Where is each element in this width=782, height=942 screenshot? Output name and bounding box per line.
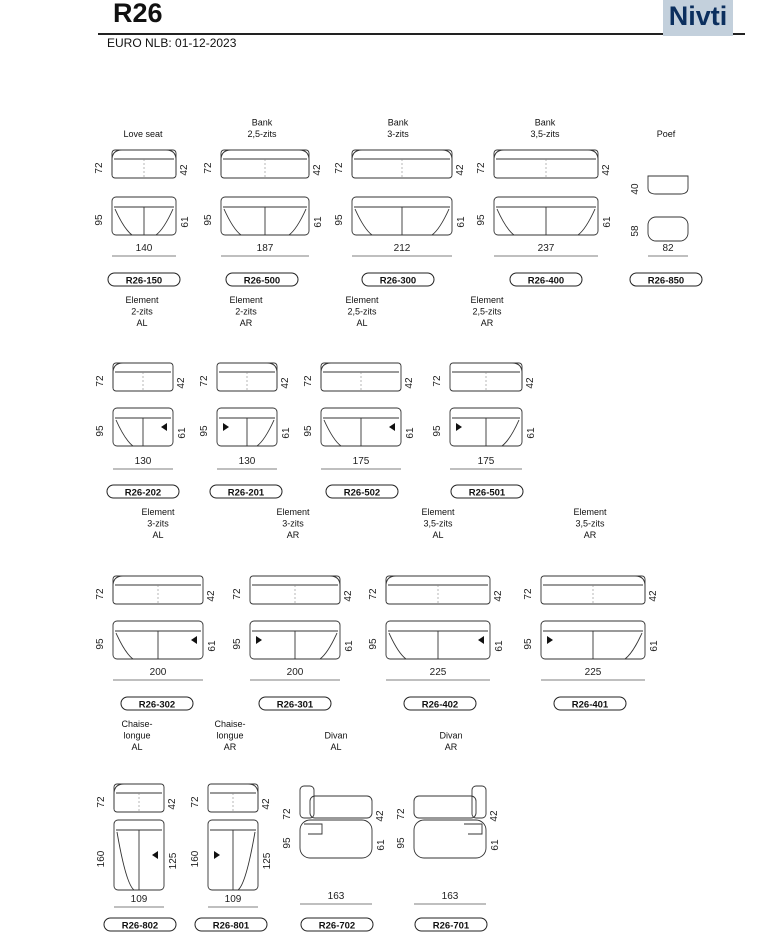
product-name-line: AL [152, 530, 164, 540]
product-name-line: AR [286, 530, 300, 540]
arm-right [635, 576, 645, 601]
seat-depth-label: 61 [490, 839, 501, 851]
price-list-date: EURO NLB: 01-12-2023 [107, 36, 237, 50]
arm-right-top [289, 209, 306, 235]
front-height-label: 72 [334, 162, 345, 174]
arm-left [494, 150, 504, 175]
arm-right [512, 363, 522, 388]
seat-depth-label: 61 [456, 216, 467, 228]
product-name-line: AL [432, 530, 444, 540]
depth-label: 95 [476, 214, 487, 226]
seat-height-label: 42 [489, 810, 500, 822]
product-code: R26-202 [124, 487, 162, 499]
divan-arm [300, 786, 314, 818]
arm-right [248, 784, 258, 809]
product-r26-802 [96, 719, 179, 932]
product-r26-302 [95, 507, 218, 711]
product-name-line: Divan [439, 730, 463, 741]
front-height-label: 72 [432, 375, 443, 387]
product-code: R26-150 [125, 275, 163, 287]
seat-depth-label: 61 [494, 640, 505, 652]
seat-depth-label: 61 [405, 427, 416, 439]
product-name-line: Element [229, 295, 263, 305]
connection-arrow [478, 636, 484, 644]
arm-right [588, 150, 598, 175]
product-name-line: Element [125, 295, 159, 305]
product-name-line: Bank [387, 117, 409, 128]
depth-label: 95 [368, 638, 379, 650]
product-name-line: Poef [656, 129, 676, 139]
product-name-line: 3,5-zits [423, 518, 453, 529]
arm-right-top [320, 633, 337, 659]
seat-depth-label: 61 [376, 839, 387, 851]
arm-left [113, 576, 123, 601]
product-name-line: longue [216, 730, 244, 741]
depth-label: 95 [203, 214, 214, 226]
arm-right [330, 576, 340, 601]
seat-height-label: 42 [179, 164, 190, 176]
width-label: 200 [286, 667, 304, 678]
width-label: 225 [429, 667, 447, 678]
product-name-line: AL [136, 318, 148, 328]
front-height-label: 72 [95, 375, 106, 387]
depth-label: 160 [190, 850, 201, 868]
arm-left-top [116, 420, 133, 446]
product-code: R26-801 [212, 920, 250, 932]
width-label: 212 [393, 243, 411, 254]
seat-depth-label: 61 [526, 427, 537, 439]
product-r26-500 [203, 118, 324, 287]
arm-right [267, 363, 277, 388]
seat-depth-label: 61 [177, 427, 188, 439]
seat-height-label: 42 [343, 590, 354, 602]
product-r26-850 [630, 129, 702, 287]
arm-right-top [156, 209, 173, 235]
brand-logo: Nivti [663, 0, 733, 36]
product-name-line: AL [131, 742, 143, 752]
arm-left-top [389, 633, 406, 659]
arm-right-top [238, 832, 255, 890]
divan-front-view [310, 796, 372, 818]
depth-label: 58 [630, 225, 641, 237]
divan-arm [472, 786, 486, 818]
product-name-line: 2,5-zits [472, 306, 502, 317]
width-label: 163 [327, 891, 345, 902]
product-r26-301 [232, 507, 355, 711]
product-code: R26-702 [318, 920, 356, 932]
divan-backrest [464, 824, 482, 834]
product-r26-501 [432, 295, 537, 499]
depth-label: 95 [303, 425, 314, 437]
arm-left [321, 363, 331, 388]
depth-label: 95 [94, 214, 105, 226]
product-code: R26-402 [421, 699, 459, 711]
product-r26-300 [334, 118, 467, 287]
seat-depth-label: 125 [262, 852, 273, 870]
seat-height-label: 42 [280, 377, 291, 389]
depth-label: 95 [334, 214, 345, 226]
product-name-line: AR [223, 742, 237, 752]
product-name-line: Element [345, 295, 379, 305]
width-label: 109 [130, 894, 148, 905]
product-name-line: AR [444, 742, 458, 752]
product-name-line: AR [583, 530, 597, 540]
front-height-label: 72 [203, 162, 214, 174]
divan-top-view [300, 820, 372, 858]
seat-height-label: 42 [261, 798, 272, 810]
product-name-line: Element [141, 507, 175, 517]
width-label: 175 [352, 456, 370, 467]
product-code: R26-302 [138, 699, 176, 711]
product-name-line: Element [276, 507, 310, 517]
product-name-line: 2-zits [235, 306, 257, 317]
product-code: R26-500 [243, 275, 281, 287]
connection-arrow [256, 636, 262, 644]
arm-left [113, 363, 123, 388]
front-height-label: 72 [96, 796, 107, 808]
product-name-line: 3-zits [282, 518, 304, 529]
seat-height-label: 42 [312, 164, 323, 176]
arm-right-top [502, 420, 519, 446]
connection-arrow [214, 851, 220, 859]
seat-depth-label: 61 [344, 640, 355, 652]
product-name-line: AR [239, 318, 253, 328]
product-name-line: 3,5-zits [575, 518, 605, 529]
front-height-label: 72 [396, 808, 407, 820]
arm-right-top [578, 209, 595, 235]
depth-label: 95 [282, 837, 293, 849]
product-code: R26-502 [343, 487, 381, 499]
width-label: 225 [584, 667, 602, 678]
product-r26-401 [523, 507, 660, 711]
arm-left [221, 150, 231, 175]
depth-label: 95 [432, 425, 443, 437]
arm-right [442, 150, 452, 175]
arm-right-top [432, 209, 449, 235]
product-name-line: 2,5-zits [347, 306, 377, 317]
connection-arrow [456, 423, 462, 431]
arm-right-top [257, 420, 274, 446]
depth-label: 95 [95, 425, 106, 437]
product-code: R26-301 [276, 699, 314, 711]
product-code: R26-701 [432, 920, 470, 932]
seat-depth-label: 61 [207, 640, 218, 652]
product-r26-801 [190, 719, 273, 932]
front-height-label: 72 [303, 375, 314, 387]
product-name-line: 2-zits [131, 306, 153, 317]
front-height-label: 72 [190, 796, 201, 808]
front-height-label: 72 [232, 588, 243, 600]
seat-depth-label: 61 [649, 640, 660, 652]
connection-arrow [161, 423, 167, 431]
product-name-line: Love seat [123, 129, 163, 139]
depth-label: 95 [199, 425, 210, 437]
arm-left-top [497, 209, 514, 235]
width-label: 82 [662, 243, 674, 254]
product-name-line: AL [356, 318, 368, 328]
product-code: R26-401 [571, 699, 609, 711]
product-name-line: 3,5-zits [530, 129, 560, 139]
front-height-label: 72 [523, 588, 534, 600]
depth-label: 95 [232, 638, 243, 650]
arm-right [299, 150, 309, 175]
product-name-line: Element [470, 295, 504, 305]
arm-left [386, 576, 396, 601]
seat-height-label: 42 [167, 798, 178, 810]
arm-left [114, 784, 124, 809]
arm-left-top [115, 209, 132, 235]
front-height-label: 40 [630, 183, 641, 195]
width-label: 130 [238, 456, 256, 467]
connection-arrow [223, 423, 229, 431]
front-height-label: 72 [282, 808, 293, 820]
product-r26-702 [282, 731, 387, 932]
seat-height-label: 42 [455, 164, 466, 176]
product-r26-402 [368, 507, 505, 711]
seat-height-label: 42 [404, 377, 415, 389]
arm-left-top [355, 209, 372, 235]
arm-right [166, 150, 176, 175]
front-height-label: 72 [94, 162, 105, 174]
seat-height-label: 42 [206, 590, 217, 602]
width-label: 237 [537, 243, 555, 254]
seat-depth-label: 61 [602, 216, 613, 228]
product-r26-502 [303, 295, 416, 499]
front-height-label: 72 [368, 588, 379, 600]
width-label: 200 [149, 667, 167, 678]
product-code: R26-501 [468, 487, 506, 499]
product-code: R26-300 [379, 275, 417, 287]
seat-depth-label: 61 [180, 216, 191, 228]
front-height-label: 72 [199, 375, 210, 387]
product-name-line: Element [421, 507, 455, 517]
product-name-line: Divan [324, 730, 348, 741]
connection-arrow [389, 423, 395, 431]
page-title: R26 [113, 0, 163, 28]
product-name-line: Chaise- [121, 719, 153, 729]
pouf-front-view [648, 176, 688, 194]
product-code: R26-802 [121, 920, 159, 932]
product-code: R26-201 [227, 487, 265, 499]
seat-height-label: 42 [176, 377, 187, 389]
front-height-label: 72 [476, 162, 487, 174]
connection-arrow [152, 851, 158, 859]
product-name-line: 2,5-zits [247, 129, 277, 139]
seat-height-label: 42 [493, 590, 504, 602]
divan-front-view [414, 796, 476, 818]
front-height-label: 72 [95, 588, 106, 600]
arm-left-top [324, 420, 341, 446]
divan-backrest [304, 824, 322, 834]
arm-left [112, 150, 122, 175]
depth-label: 95 [396, 837, 407, 849]
seat-height-label: 42 [525, 377, 536, 389]
product-name-line: Chaise- [214, 719, 246, 729]
width-label: 109 [224, 894, 242, 905]
product-r26-202 [95, 295, 188, 499]
product-r26-201 [199, 295, 292, 499]
product-code: R26-400 [527, 275, 565, 287]
arm-left [352, 150, 362, 175]
depth-label: 95 [95, 638, 106, 650]
depth-label: 160 [96, 850, 107, 868]
arm-right-top [625, 633, 642, 659]
depth-label: 95 [523, 638, 534, 650]
width-label: 163 [441, 891, 459, 902]
product-r26-400 [476, 118, 613, 287]
connection-arrow [191, 636, 197, 644]
product-name-line: AL [330, 742, 342, 752]
product-r26-701 [396, 731, 501, 932]
connection-arrow [547, 636, 553, 644]
seat-depth-label: 125 [168, 852, 179, 870]
seat-depth-label: 61 [281, 427, 292, 439]
product-name-line: AR [480, 318, 494, 328]
arm-left-top [117, 832, 134, 890]
product-name-line: Element [573, 507, 607, 517]
product-name-line: 3-zits [387, 129, 409, 139]
product-code: R26-850 [647, 275, 685, 287]
width-label: 140 [135, 243, 153, 254]
product-name-line: 3-zits [147, 518, 169, 529]
arm-left-top [116, 633, 133, 659]
product-name-line: longue [123, 730, 151, 741]
seat-height-label: 42 [375, 810, 386, 822]
product-r26-150 [94, 129, 191, 287]
product-name-line: Bank [251, 117, 273, 128]
width-label: 187 [256, 243, 274, 254]
seat-height-label: 42 [648, 590, 659, 602]
width-label: 130 [134, 456, 152, 467]
width-label: 175 [477, 456, 495, 467]
pouf-top-view [648, 217, 688, 241]
seat-height-label: 42 [601, 164, 612, 176]
product-name-line: Bank [534, 117, 556, 128]
divan-top-view [414, 820, 486, 858]
arm-left-top [224, 209, 241, 235]
seat-depth-label: 61 [313, 216, 324, 228]
